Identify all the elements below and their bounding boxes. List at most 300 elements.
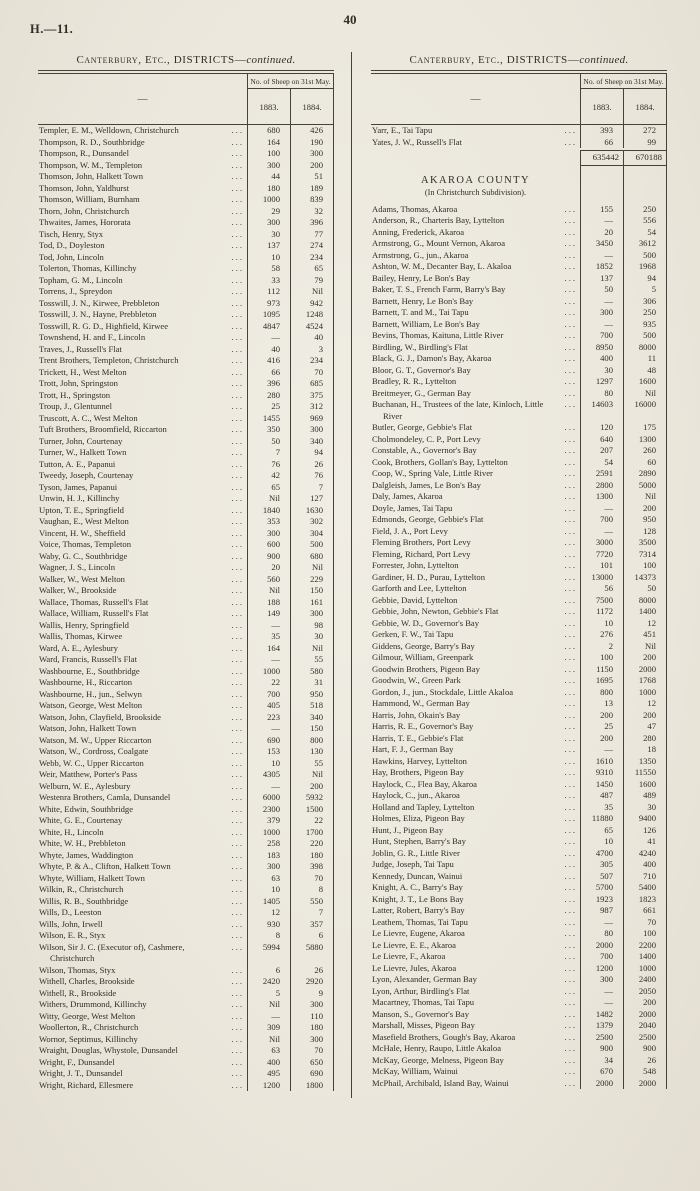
leader-dots: ... (564, 709, 577, 720)
year-1883-header: 1883. (592, 101, 612, 112)
sheep-count-1883: 1000 (247, 666, 290, 678)
leader-dots: ... (231, 182, 244, 193)
sheep-count-1883: 35 (580, 802, 623, 814)
owner-name-cell (371, 273, 580, 285)
owner-name: Barnett, T. and M., Tai Tapu (372, 307, 469, 317)
owner-name-cell (371, 986, 580, 998)
table-row (371, 1055, 666, 1067)
sheep-count-1883: 65 (247, 482, 290, 494)
sheep-count-1883: 4847 (247, 321, 290, 333)
leader-dots: ... (564, 353, 577, 363)
leader-dots: ... (564, 387, 577, 398)
sheep-count-1884: 70 (290, 1045, 333, 1057)
year-headers (248, 89, 333, 124)
sheep-count-1884: 200 (290, 781, 333, 793)
sheep-count-1883: 4305 (247, 769, 290, 781)
leader-dots: ... (231, 1022, 244, 1032)
leader-dots: ... (564, 399, 577, 409)
table-row (38, 344, 333, 356)
leader-dots: ... (231, 366, 244, 377)
table-row (371, 399, 666, 422)
leader-dots: ... (564, 928, 577, 938)
owner-name: Topham, G. M., Lincoln (39, 274, 123, 285)
owner-name-cell (371, 1032, 580, 1044)
table-row (371, 629, 666, 641)
leader-dots: ... (564, 767, 577, 777)
owner-name: Ward, Francis, Russell's Flat (39, 654, 138, 664)
sheep-count-1884: 1700 (290, 827, 333, 839)
sheep-count-1884: 900 (623, 1043, 666, 1055)
table-row (38, 965, 333, 977)
sheep-count-1883: — (580, 503, 623, 515)
owner-name-cell (38, 470, 247, 482)
table-row (38, 1022, 333, 1034)
sheep-count-1883: 987 (580, 905, 623, 917)
owner-name-cell (38, 447, 247, 459)
sheep-count-1883: 22 (247, 677, 290, 689)
leader-dots: ... (231, 470, 244, 480)
owner-name-cell (371, 137, 580, 149)
owner-name: Adams, Thomas, Akaroa (372, 203, 458, 214)
table-row (371, 1066, 666, 1078)
sheep-count-1884: 32 (290, 206, 333, 218)
leader-dots: ... (231, 608, 244, 618)
leader-dots: ... (231, 642, 244, 653)
owner-name-cell (38, 654, 247, 666)
leader-dots: ... (564, 1054, 577, 1065)
owner-name: Barnett, Henry, Le Bon's Bay (372, 295, 474, 306)
table-row (38, 815, 333, 827)
table-row (38, 1057, 333, 1069)
table-row (371, 353, 666, 365)
sheep-count-1884: 9400 (623, 813, 666, 825)
leader-dots: ... (231, 424, 244, 434)
sheep-count-1883: 309 (247, 1022, 290, 1034)
sheep-count-1883: 300 (247, 528, 290, 540)
owner-name: Whyte, James, Waddington (39, 849, 134, 860)
owner-name-cell (38, 344, 247, 356)
owner-name: Birdling, W., Birdling's Flat (372, 341, 468, 352)
totals-spacer (371, 150, 580, 166)
right-table-header (371, 74, 667, 125)
sheep-count-1883: 8950 (580, 342, 623, 354)
sheep-count-1884: 150 (290, 723, 333, 735)
table-row (38, 562, 333, 574)
sheep-count-1884: 2050 (623, 986, 666, 998)
leader-dots: ... (231, 849, 244, 860)
leader-dots: ... (564, 433, 577, 444)
owner-name-cell (371, 434, 580, 446)
leader-dots: ... (231, 481, 244, 492)
owner-name: Breitmeyer, G., German Bay (372, 387, 471, 398)
owner-name: McHale, Henry, Raupo, Little Akaloa (372, 1043, 502, 1053)
leader-dots: ... (564, 295, 577, 306)
leader-dots: ... (564, 847, 577, 858)
sheep-count-1884: 935 (623, 319, 666, 331)
table-row (371, 560, 666, 572)
table-row (38, 700, 333, 712)
sheep-count-1883: 353 (247, 516, 290, 528)
table-row (371, 422, 666, 434)
owner-name: Edmonds, George, Gebbie's Flat (372, 514, 484, 524)
owner-name-cell (38, 1068, 247, 1080)
sheep-count-1884: 489 (623, 790, 666, 802)
table-row (38, 884, 333, 896)
owner-name-cell (371, 802, 580, 814)
owner-name: Hart, F. J., German Bay (372, 744, 454, 754)
year-1884-header: 1884. (623, 89, 666, 124)
table-row (38, 183, 333, 195)
owner-name-cell (371, 698, 580, 710)
sheep-count-1884: 1630 (290, 505, 333, 517)
sheep-count-1883: 2300 (247, 804, 290, 816)
sheep-count-1883: 10 (247, 758, 290, 770)
owner-name: Cook, Brothers, Gollan's Bay, Lyttelton (372, 456, 508, 467)
sheep-count-1884: 312 (290, 401, 333, 413)
sheep-count-1884: 400 (623, 859, 666, 871)
owner-name: Wright, J. T., Dunsandel (39, 1068, 123, 1078)
owner-name: Harris, John, Okain's Bay (372, 709, 461, 720)
table-row (38, 275, 333, 287)
sheep-count-1884: Nil (623, 388, 666, 400)
owner-name-cell (38, 1045, 247, 1057)
sheep-count-1884: 220 (290, 838, 333, 850)
sheep-count-1883: 63 (247, 1045, 290, 1057)
table-row (38, 505, 333, 517)
owner-name-cell (38, 723, 247, 735)
owner-name-cell (371, 480, 580, 492)
sheep-count-1884: Nil (290, 286, 333, 298)
table-row (38, 631, 333, 643)
sheep-count-1884: 30 (623, 802, 666, 814)
leader-dots: ... (564, 824, 577, 835)
owner-name-cell (38, 735, 247, 747)
owner-name: Tisch, Henry, Styx (39, 228, 104, 239)
sheep-count-1883: 1297 (580, 376, 623, 388)
sheep-count-1884: 304 (290, 528, 333, 540)
leader-dots: ... (564, 1043, 577, 1053)
leader-dots: ... (564, 1020, 577, 1030)
leader-dots: ... (231, 941, 244, 952)
leader-dots: ... (231, 447, 244, 457)
sheep-count-1883: 300 (247, 217, 290, 229)
owner-name: Thorn, John, Christchurch (39, 205, 130, 216)
owner-name-cell (38, 171, 247, 183)
table-row (38, 160, 333, 172)
table-row (38, 585, 333, 597)
table-row (371, 997, 666, 1009)
sheep-count-1883: 600 (247, 539, 290, 551)
owner-name: Whyte, William, Halkett Town (39, 872, 145, 883)
leader-dots: ... (564, 629, 577, 639)
table-row (38, 712, 333, 724)
owner-name: Wallace, Thomas, Russell's Flat (39, 596, 149, 607)
owner-name: Holmes, Eliza, Pigeon Bay (372, 813, 465, 823)
owner-name: Butler, George, Gebbie's Flat (372, 422, 473, 432)
sheep-count-1883: 100 (247, 148, 290, 160)
sheep-count-1883: 1095 (247, 309, 290, 321)
leader-dots: ... (564, 341, 577, 352)
sheep-count-1884: 1400 (623, 951, 666, 963)
leader-dots: ... (231, 125, 244, 135)
table-row (38, 608, 333, 620)
owner-name-cell (38, 1022, 247, 1034)
table-row (38, 861, 333, 873)
table-row (371, 882, 666, 894)
name-column-dash: — (137, 93, 148, 105)
sheep-count-1883: 223 (247, 712, 290, 724)
leader-dots: ... (564, 422, 577, 432)
sheep-count-1884: 580 (290, 666, 333, 678)
sheep-count-1883: — (580, 296, 623, 308)
sheep-count-1884: 950 (623, 514, 666, 526)
owner-name: Walker, W., Brookside (39, 585, 117, 595)
table-row (371, 526, 666, 538)
owner-name: Masefield Brothers, Gough's Bay, Akaroa (372, 1031, 516, 1042)
leader-dots: ... (231, 1033, 244, 1044)
sheep-count-1884: 1000 (623, 687, 666, 699)
left-table-title-continued: continued. (246, 54, 296, 66)
sheep-column-header (580, 74, 666, 124)
table-row (38, 723, 333, 735)
leader-dots: ... (231, 1079, 244, 1090)
sheep-count-1884: 398 (290, 861, 333, 873)
owner-name-cell (38, 459, 247, 471)
sheep-count-1884: 76 (290, 470, 333, 482)
sheep-count-1883: 405 (247, 700, 290, 712)
sheep-count-1883: 700 (580, 514, 623, 526)
sheep-count-1884: 2500 (623, 1032, 666, 1044)
sheep-count-1883: 900 (247, 551, 290, 563)
sheep-count-1884: 250 (623, 204, 666, 216)
table-row (38, 125, 333, 137)
owner-name: Wilkin, R., Christchurch (39, 884, 124, 894)
table-row (371, 330, 666, 342)
sheep-count-1883: 400 (580, 353, 623, 365)
owner-name-cell (38, 378, 247, 390)
sheep-count-1884: Nil (290, 562, 333, 574)
owner-name: Tuft Brothers, Broomfield, Riccarton (39, 424, 167, 434)
leader-dots: ... (564, 939, 577, 950)
owner-name-cell (371, 629, 580, 641)
table-row (38, 171, 333, 183)
sheep-count-1884: 5880 (290, 942, 333, 965)
owner-name: White, Edwin, Southbridge (39, 803, 134, 814)
leader-dots: ... (231, 355, 244, 365)
sheep-count-1884: 7 (290, 907, 333, 919)
owner-name: Washbourne, E., Southbridge (39, 665, 140, 676)
owner-name-cell (371, 744, 580, 756)
sheep-count-1884: 302 (290, 516, 333, 528)
county-subtitle: (In Christchurch Subdivision). (424, 188, 527, 197)
owner-name-cell (371, 825, 580, 837)
owner-name-cell (38, 482, 247, 494)
sheep-count-1884: 11 (623, 353, 666, 365)
leader-dots: ... (564, 594, 577, 605)
table-row (38, 413, 333, 425)
leader-dots: ... (564, 249, 577, 260)
owner-name: Armstrong, G., Mount Vernon, Akaroa (372, 238, 506, 248)
table-row (371, 503, 666, 515)
sheep-count-1883: 2800 (580, 480, 623, 492)
table-row (38, 1068, 333, 1080)
owner-name-cell (371, 974, 580, 986)
owner-name-cell (38, 332, 247, 344)
sheep-count-1883: 54 (580, 457, 623, 469)
owner-name: Truscott, A. C., West Melton (39, 412, 138, 423)
owner-name: Trott, John, Springston (39, 378, 118, 388)
sheep-count-1883: 1000 (247, 194, 290, 206)
owner-name: Coop, W., Spring Vale, Little River (372, 468, 493, 478)
table-row (371, 859, 666, 871)
sheep-count-1884: 375 (290, 390, 333, 402)
table-row (371, 917, 666, 929)
column-divider-rule (351, 52, 352, 1098)
owner-name-cell (371, 388, 580, 400)
table-row (371, 376, 666, 388)
owner-name-cell (38, 263, 247, 275)
table-row (371, 963, 666, 975)
sheep-count-1884: 189 (290, 183, 333, 195)
sheep-count-1883: 5700 (580, 882, 623, 894)
table-row (371, 365, 666, 377)
owner-name-cell (38, 758, 247, 770)
sheep-count-1884: 4524 (290, 321, 333, 333)
leader-dots: ... (564, 652, 577, 662)
leader-dots: ... (231, 504, 244, 515)
owner-name-cell (371, 1055, 580, 1067)
sheep-count-1883: — (580, 319, 623, 331)
leader-dots: ... (564, 376, 577, 386)
sheep-count-1883: 2591 (580, 468, 623, 480)
owner-name-cell (371, 618, 580, 630)
owner-name-cell (38, 424, 247, 436)
sheep-count-1883: 276 (580, 629, 623, 641)
sheep-count-1883: 164 (247, 137, 290, 149)
table-row (371, 767, 666, 779)
owner-name: Bradley, R. R., Lyttelton (372, 376, 457, 386)
leader-dots: ... (231, 815, 244, 825)
leader-dots: ... (564, 1031, 577, 1042)
sheep-count-1884: 274 (290, 240, 333, 252)
owner-name-cell (371, 790, 580, 802)
owner-name: Goodwin, W., Green Park (372, 675, 461, 685)
owner-name-cell (38, 666, 247, 678)
sheep-count-1883: 183 (247, 850, 290, 862)
owner-name: Constable, A., Governor's Bay (372, 445, 477, 455)
leader-dots: ... (564, 456, 577, 467)
owner-name: Anderson, R., Charteris Bay, Lyttelton (372, 215, 505, 225)
owner-name: Lyon, Arthur, Birdling's Flat (372, 985, 470, 996)
sheep-count-1883: 1000 (247, 827, 290, 839)
sheep-count-1884: 1400 (623, 606, 666, 618)
table-row (38, 206, 333, 218)
sheep-count-1884: 550 (290, 896, 333, 908)
owner-name: Wilson, Sir J. C. (Executor of), Cashmere, Christchurch (39, 941, 185, 963)
sheep-count-1883: 507 (580, 871, 623, 883)
owner-name-cell (371, 261, 580, 273)
sheep-count-1884: 41 (623, 836, 666, 848)
table-row (371, 1078, 666, 1090)
sheep-count-1884: 518 (290, 700, 333, 712)
sheep-count-1884: 11550 (623, 767, 666, 779)
totals-row (371, 150, 666, 166)
sheep-count-1884: 234 (290, 355, 333, 367)
leader-dots: ... (564, 1008, 577, 1019)
owner-name-cell (38, 689, 247, 701)
sheep-count-1884: 5932 (290, 792, 333, 804)
table-row (38, 781, 333, 793)
sheep-count-1883: 2500 (580, 1032, 623, 1044)
sheep-count-1884: 500 (623, 250, 666, 262)
sheep-count-1884: 110 (290, 1011, 333, 1023)
owner-name: Haylock, C., jun., Akaroa (372, 790, 460, 800)
owner-name: McKay, George, Melness, Pigeon Bay (372, 1054, 504, 1065)
table-row (38, 1045, 333, 1057)
owner-name: Wills, John, Irwell (39, 918, 103, 929)
leader-dots: ... (231, 332, 244, 342)
leader-dots: ... (231, 803, 244, 814)
table-row (38, 850, 333, 862)
table-row (371, 848, 666, 860)
owner-name: Wallace, William, Russell's Flat (39, 608, 149, 618)
sheep-count-1884: 94 (290, 447, 333, 459)
owner-name-cell (38, 643, 247, 655)
sheep-count-1884: 340 (290, 436, 333, 448)
owner-name-cell (371, 928, 580, 940)
owner-name: Welburn, W. E., Aylesbury (39, 780, 131, 791)
sheep-count-1883: 7500 (580, 595, 623, 607)
sheep-count-1884: 272 (623, 125, 666, 137)
owner-name: Barnett, William, Le Bon's Bay (372, 318, 480, 329)
sheep-count-1883: — (580, 986, 623, 998)
name-column-header (371, 74, 580, 124)
table-row (371, 250, 666, 262)
table-row (38, 942, 333, 965)
owner-name: Voice, Thomas, Templeton (39, 539, 132, 549)
leader-dots: ... (231, 194, 244, 204)
owner-name-cell (38, 505, 247, 517)
table-row (38, 148, 333, 160)
sheep-count-1884: 130 (290, 746, 333, 758)
owner-name-cell (38, 976, 247, 988)
leader-dots: ... (231, 987, 244, 998)
leader-dots: ... (564, 548, 577, 559)
sheep-count-1884: 150 (290, 585, 333, 597)
sheep-count-1884: 200 (623, 652, 666, 664)
right-district-table (371, 54, 667, 1091)
leader-dots: ... (564, 1077, 577, 1088)
table-row (371, 1032, 666, 1044)
leader-dots: ... (231, 780, 244, 791)
left-table-body (38, 125, 334, 1091)
owner-name-cell (371, 1009, 580, 1021)
county-heading (371, 166, 580, 204)
owner-name: Walker, W., West Melton (39, 573, 125, 584)
leader-dots: ... (231, 297, 244, 308)
table-row (38, 436, 333, 448)
sheep-count-1884: 548 (623, 1066, 666, 1078)
table-row (38, 988, 333, 1000)
leader-dots: ... (231, 136, 244, 147)
leader-dots: ... (231, 263, 244, 273)
owner-name-cell (371, 204, 580, 216)
table-row (38, 574, 333, 586)
table-row (38, 666, 333, 678)
owner-name: Webb, W. C., Upper Riccarton (39, 757, 144, 768)
sheep-count-1884: 5 (623, 284, 666, 296)
table-row (371, 790, 666, 802)
